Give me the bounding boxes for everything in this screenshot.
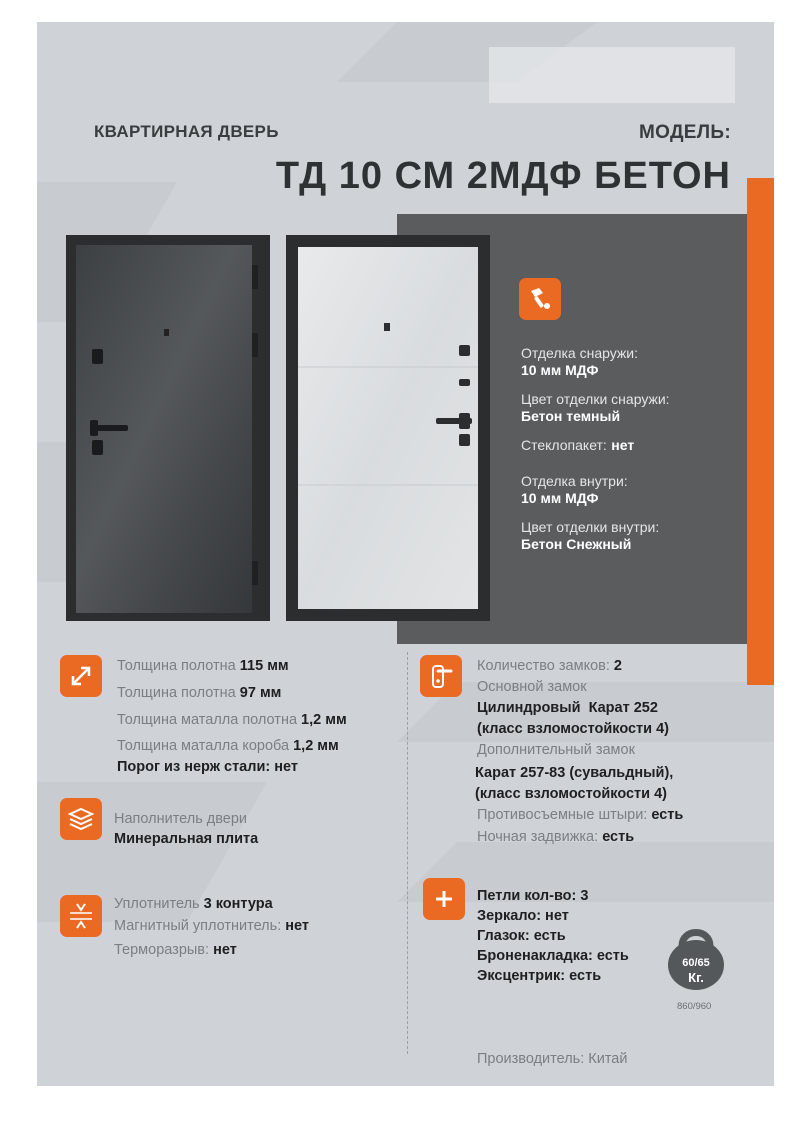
door-exterior-image (66, 235, 270, 621)
filler-label: Наполнитель двери (114, 811, 248, 827)
finish-spec-list (521, 345, 731, 565)
product-card (37, 22, 774, 1086)
accent-bar (747, 178, 774, 685)
anti-removal-pins: Противосъемные штыри: есть (477, 807, 684, 823)
model-name: ТД 10 СМ 2МДФ БЕТОН (275, 155, 731, 197)
spec-inner-finish: Отделка внутри: 10 мм МДФ (521, 473, 628, 506)
seal-row: Уплотнитель 3 контура (114, 896, 273, 912)
spec-inner-color: Цвет отделки внутри: Бетон Снежный (521, 519, 660, 552)
weight-unit: Кг. (688, 970, 704, 985)
extra-lock-label: Дополнительный замок (477, 742, 635, 758)
extras-item: Броненакладка: есть (477, 948, 629, 964)
extras-item: Глазок: есть (477, 928, 566, 944)
manufacturer: Производитель: Китай (477, 1051, 628, 1067)
spec-outer-color: Цвет отделки снаружи: Бетон темный (521, 391, 670, 424)
seal-row: Терморазрыв: нет (114, 942, 237, 958)
spec-glass: Стеклопакет: нет (521, 437, 635, 453)
extras-item: Петли кол-во: 3 (477, 888, 589, 904)
thickness-row: Толщина полотна 115 мм (117, 658, 289, 674)
extra-lock-value: Карат 257-83 (сувальдный), (475, 765, 674, 781)
column-divider (407, 652, 408, 1054)
extra-lock-class: (класс взломостойкости 4) (475, 786, 667, 802)
thickness-row: Толщина маталла полотна 1,2 мм (117, 712, 347, 728)
thickness-row: Толщина маталла короба 1,2 мм (117, 738, 339, 754)
layers-icon (60, 798, 102, 840)
plus-icon (423, 878, 465, 920)
night-latch: Ночная задвижка: есть (477, 829, 635, 845)
main-lock-class: (класс взломостойкости 4) (477, 721, 669, 737)
weight-value: 60/65 (682, 957, 710, 969)
door-handle-icon (420, 655, 462, 697)
door-interior-image (286, 235, 490, 621)
thickness-row: Порог из нерж стали: нет (117, 759, 298, 775)
door-category: КВАРТИРНАЯ ДВЕРЬ (94, 122, 279, 141)
weight-sizes: 860/960 (677, 1001, 712, 1012)
thickness-row: Толщина полотна 97 мм (117, 685, 282, 701)
extras-item: Эксцентрик: есть (477, 968, 602, 984)
main-lock-value: Цилиндровый Карат 252 (477, 700, 658, 716)
compression-icon (60, 895, 102, 937)
model-label: МОДЕЛЬ: (639, 122, 731, 143)
diagonal-resize-icon (60, 655, 102, 697)
seal-row: Магнитный уплотнитель: нет (114, 918, 309, 934)
filler-value: Минеральная плита (114, 831, 259, 847)
spray-gun-icon (519, 278, 561, 320)
spec-outer-finish: Отделка снаружи: 10 мм МДФ (521, 345, 638, 378)
logo-placeholder (489, 47, 735, 103)
extras-item: Зеркало: нет (477, 908, 569, 924)
locks-count: Количество замков: 2 (477, 658, 622, 674)
main-lock-label: Основной замок (477, 679, 587, 695)
